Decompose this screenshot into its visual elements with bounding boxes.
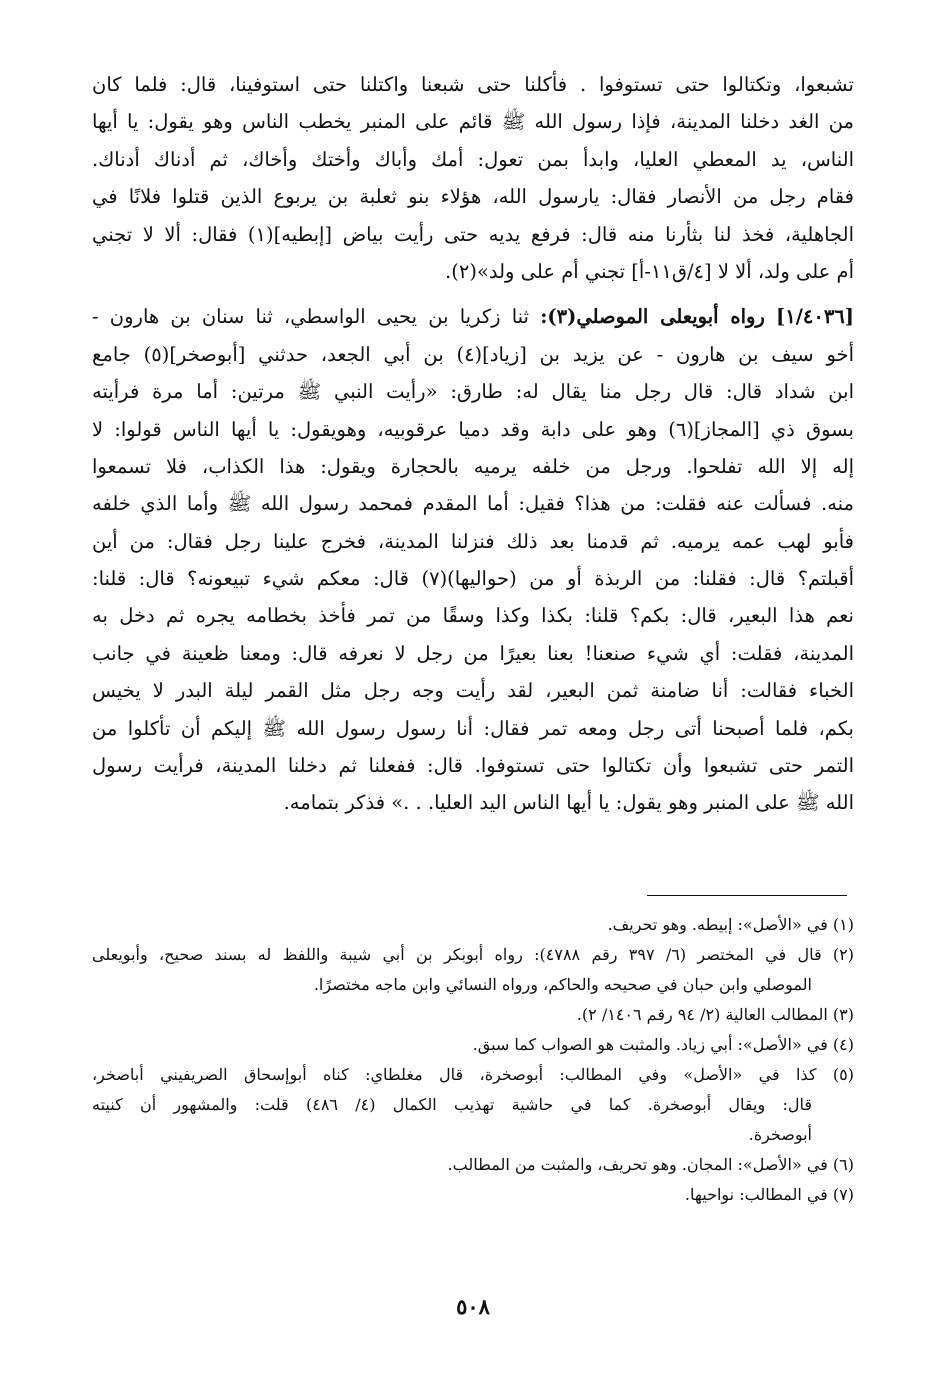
main-text: [92, 66, 854, 822]
footnote-continuation: الموصلي وابن حبان في صحيحه والحاكم، ورواه النسائي وابن ماجه مختصرًا.: [313, 975, 812, 994]
text-line: أخو سيف بن هارون - عن يزيد بن [زياد](٤) بن أبي الجعد، حدثني [أبوصخر](٥) جامع: [92, 342, 854, 366]
footnote-continuation: قال: ويقال أبوصخرة. كما في حاشية تهذيب الكمال (٤/ ٤٨٦) قلت: والمشهور أن كنيته: [92, 1095, 813, 1114]
footnote: (٢) قال في المختصر (٦/ ٣٩٧ رقم ٤٧٨٨): رواه أبوبكر بن أبي شيبة واللفظ له بسند صحيح، وأبويعلى: [92, 945, 854, 964]
hadith-number: [١/٤٠٣٦]: [776, 305, 854, 329]
text-line: منه. فسألت عنه فقلت: من هذا؟ فقيل: أما المقدم فمحمد رسول الله ﷺ وأما الذي خلفه: [92, 492, 854, 516]
text-line: بكم، فلما أصبحنا أتى رجل ومعه تمر فقال: أنا رسول رسول الله ﷺ إليكم أن تأكلوا من: [92, 716, 854, 740]
text-line: فقام رجل من الأنصار فقال: يارسول الله، هؤلاء بنو ثعلبة بن يربوع الذين قتلوا فلانًا في: [92, 185, 854, 209]
footnote: (١) في «الأصل»: إبيطه. وهو تحريف.: [607, 915, 854, 934]
footnote: (٥) كذا في «الأصل» وفي المطالب: أبوصخرة، قال مغلطاي: كناه أبوإسحاق الصريفيني أباصخر،: [92, 1065, 854, 1084]
text-line: الجاهلية، فخذ لنا بثأرنا منه قال: فرفع يديه حتى رأيت بياض [إبطيه](١) فقال: ألا لا تجني: [92, 222, 854, 246]
footnotes: [92, 910, 854, 1210]
text-line: أقبلتم؟ قال: فقلنا: من الربذة أو من (حواليها)(٧) قال: معكم شيء تبيعونه؟ قال: قلنا:: [92, 567, 854, 591]
text-line: أم على ولد، ألا لا [٤/ق١١-أ] تجني أم على ولد»(٢).: [445, 259, 854, 283]
text-line: من الغد دخلنا المدينة، فإذا رسول الله ﷺ قائم على المنبر يخطب الناس وهو يقول: يا أيها: [92, 110, 854, 134]
footnote: (٣) المطالب العالية (٢/ ٩٤ رقم ١٤٠٦/ ٢).: [576, 1005, 854, 1024]
text-line: فأبو لهب عمه يرميه. ثم قدمنا بعد ذلك فنزلنا المدينة، فخرج علينا رجل فقال: من أين: [92, 529, 854, 553]
text-line: الناس، يد المعطي العليا، وابدأ بمن تعول: أمك وأباك وأختك وأخاك، ثم أدناك أدناك.: [92, 147, 854, 171]
narrator-attribution: رواه أبويعلى الموصلي(٣):: [540, 305, 765, 329]
footnote-separator: [647, 895, 847, 896]
footnote: (٤) في «الأصل»: أبي زياد. والمثبت هو الصواب كما سبق.: [472, 1035, 854, 1054]
text-line: ابن شداد قال: قال رجل منا يقال له: طارق: «رأيت النبي ﷺ مرتين: أما مرة فرأيته: [92, 380, 854, 404]
footnote: (٧) في المطالب: نواحيها.: [684, 1185, 854, 1204]
hadith-heading-line: [92, 298, 854, 335]
text-line: الله ﷺ على المنبر وهو يقول: يا أيها الناس اليد العليا. . .» فذكر بتمامه.: [283, 791, 854, 815]
text-line-rest: ثنا زكريا بن يحيى الواسطي، ثنا سنان بن هارون -: [92, 305, 529, 329]
page-number: ٥٠٨: [456, 1294, 490, 1319]
text-line: نعم هذا البعير، قال: بكم؟ قلنا: بكذا وكذا وسقًا من تمر فأخذ بخطامه يجره ثم دخل به: [92, 604, 854, 628]
text-line: المدينة، فقلت: أي شيء صنعنا! بعنا بعيرًا من رجل لا نعرفه قال: ومعنا ظعينة في جانب: [92, 641, 854, 665]
footnote-continuation: أبوصخرة.: [748, 1125, 812, 1144]
text-line: بسوق ذي [المجاز](٦) وهو على دابة وقد دميا عرقوبيه، وهويقول: يا أيها الناس قولوا: لا: [92, 417, 854, 441]
footnote: (٦) في «الأصل»: المجان. وهو تحريف، والمثبت من المطالب.: [447, 1155, 854, 1174]
text-line: إله إلا الله تفلحوا. ورجل من خلفه يرميه بالحجارة ويقول: هذا الكذاب، فلا تسمعوا: [92, 454, 854, 478]
text-line: تشبعوا، وتكتالوا حتى تستوفوا . فأكلنا حتى شبعنا واكتلنا حتى استوفينا، قال: فلما كان: [92, 73, 854, 96]
text-line: التمر حتى تشبعوا وأن تكتالوا حتى تستوفوا. قال: ففعلنا ثم دخلنا المدينة، فرأيت رسول: [92, 754, 854, 778]
text-line: الخباء فقالت: أنا ضامنة ثمن البعير، لقد رأيت وجه رجل مثل القمر ليلة البدر لا يخيس: [92, 679, 854, 703]
